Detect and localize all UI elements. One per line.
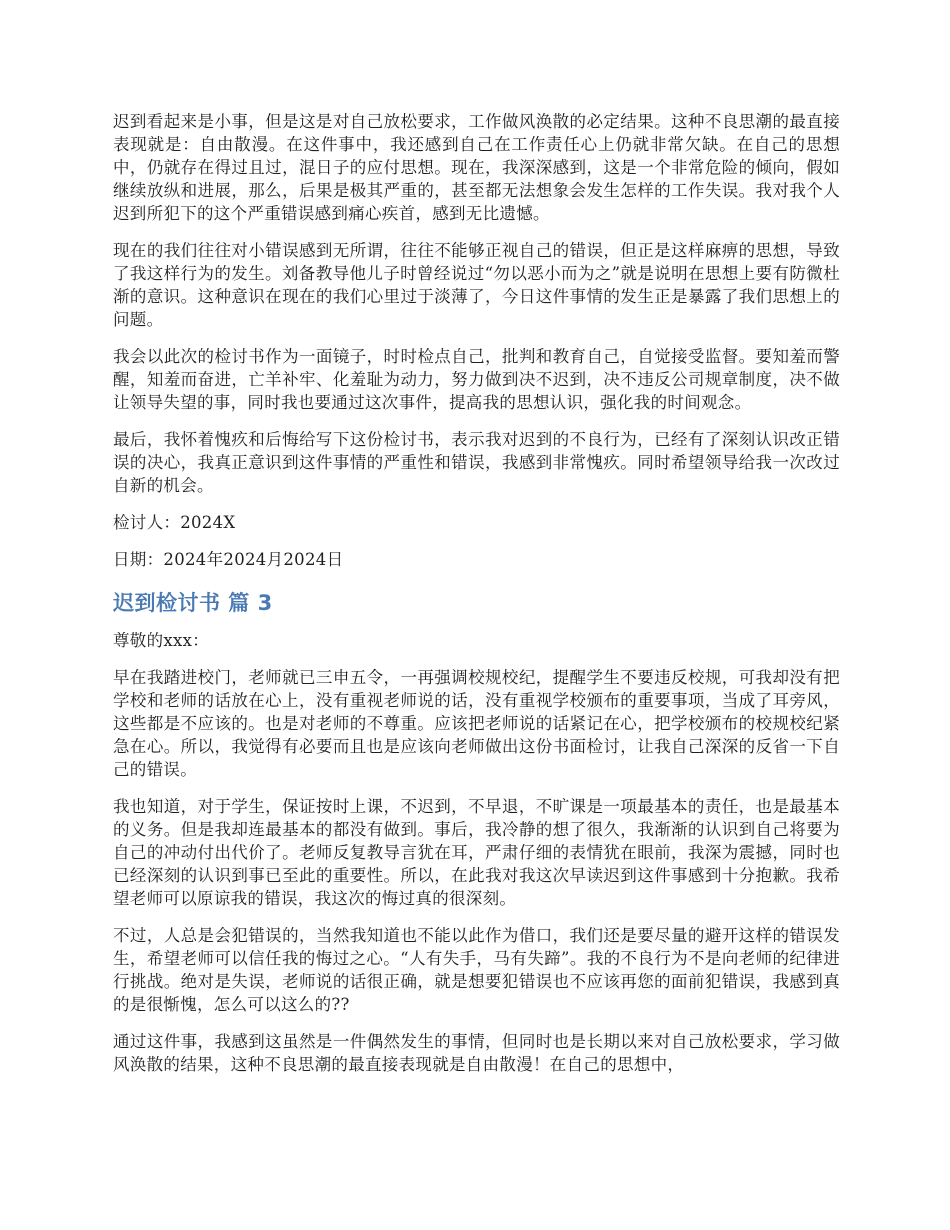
paragraph: 通过这件事，我感到这虽然是一件偶然发生的事情，但同时也是长期以来对自己放松要求，学习做风涣散的结果，这种不良思潮的最直接表现就是自由散漫！在自己的思想中， [113,1032,840,1074]
paragraph: 迟到看起来是小事，但是这是对自己放松要求，工作做风涣散的必定结果。这种不良思潮的最直接表现就是：自由散漫。在这件事中，我还感到自己在工作责任心上仍就非常欠缺。在自己的思想中，仍就存在得过且过，混日子的应付思想。现在，我深深感到，这是一个非常危险的倾向，假如继续放纵和进展，那么，后果是极其严重的，甚至都无法想象会发生怎样的工作失误。我对我个人迟到所犯下的这个严重错误感到痛心疾首，感到无比遗憾。 [113,112,840,223]
paragraph: 早在我踏进校门，老师就已三申五令，一再强调校规校纪，提醒学生不要违反校规，可我却没有把学校和老师的话放在心上，没有重视老师说的话，没有重视学校颁布的重要事项，当成了耳旁风，这些都是不应该的。也是对老师的不尊重。应该把老师说的话紧记在心，把学校颁布的校规校纪紧急在心。所以，我觉得有必要而且也是应该向老师做出这份书面检讨，让我自己深深的反省一下自己的错误。 [113,668,840,779]
signature-line: 检讨人：2024X [113,513,236,532]
paragraph: 最后，我怀着愧疚和后悔给写下这份检讨书，表示我对迟到的不良行为，已经有了深刻认识改正错误的决心，我真正意识到这件事情的严重性和错误，我感到非常愧疚。同时希望领导给我一次改过自新的机会。 [113,430,840,495]
section-heading [113,589,840,617]
section-heading-number: 3 [257,591,273,615]
paragraph: 现在的我们往往对小错误感到无所谓，往往不能够正视自己的错误，但正是这样麻痹的思想，导致了我这样行为的发生。刘备教导他儿子时曾经说过“勿以恶小而为之”就是说明在思想上要有防微杜渐的意识。这种意识在现在的我们心里过于淡薄了，今日这件事情的发生正是暴露了我们思想上的问题。 [113,241,840,329]
date-line: 日期：2024年2024月2024日 [113,550,344,569]
paragraph: 我会以此次的检讨书作为一面镜子，时时检点自己，批判和教育自己，自觉接受监督。要知羞而警醒，知羞而奋进，亡羊补牢、化羞耻为动力，努力做到决不迟到，决不违反公司规章制度，决不做让领导失望的事，同时我也要通过这次事件，提高我的思想认识，强化我的时间观念。 [113,347,840,412]
section-heading-title: 迟到检讨书 篇 [113,591,250,615]
paragraph: 不过，人总是会犯错误的，当然我知道也不能以此作为借口，我们还是要尽量的避开这样的错误发生，希望老师可以信任我的悔过之心。“人有失手，马有失蹄”。我的不良行为不是向老师的纪律进行挑战。绝对是失误，老师说的话很正确，就是想要犯错误也不应该再您的面前犯错误，我感到真的是很惭愧，怎么可以这么的?? [113,926,840,1014]
salutation: 尊敬的xxx： [113,631,210,650]
document-page [113,110,840,1090]
paragraph: 我也知道，对于学生，保证按时上课，不迟到，不早退，不旷课是一项最基本的责任，也是最基本的义务。但是我却连最基本的都没有做到。事后，我冷静的想了很久，我渐渐的认识到自己将要为自己的冲动付出代价了。老师反复教导言犹在耳，严肃仔细的表情犹在眼前，我深为震撼，同时也已经深刻的认识到事已至此的重要性。所以，在此我对我这次早读迟到这件事感到十分抱歉。我希望老师可以原谅我的错误，我这次的悔过真的很深刻。 [113,797,840,908]
